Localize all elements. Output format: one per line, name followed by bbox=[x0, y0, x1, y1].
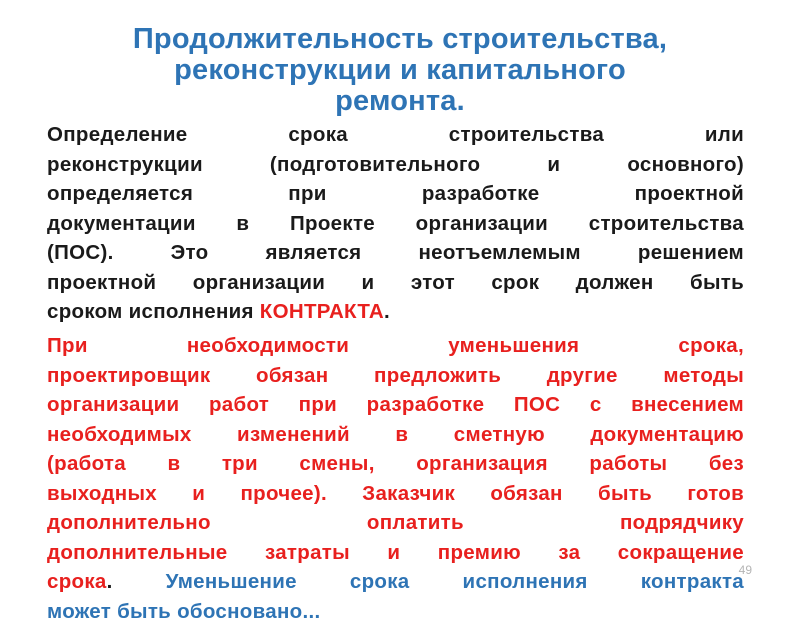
title-line-3: ремонта. bbox=[335, 85, 465, 117]
paragraph2-last-dot: . bbox=[106, 570, 166, 593]
paragraph1-line-7 bbox=[47, 297, 744, 327]
paragraph-duration-definition bbox=[47, 120, 744, 327]
title-line-1: Продолжительность строительства, bbox=[132, 23, 668, 55]
paragraph1-line-4: документации в Проекте организации строительства bbox=[47, 211, 744, 235]
paragraph1-line-6: проектной организации и этот срок должен быть bbox=[47, 270, 744, 294]
paragraph2-last-red: срока bbox=[47, 570, 107, 593]
page-number: 49 bbox=[738, 563, 752, 577]
paragraph2-line-7: дополнительно оплатить подрядчику bbox=[47, 511, 744, 534]
paragraph2-last-blue: Уменьшение срока исполнения контракта bbox=[165, 570, 745, 593]
paragraph2-line-6: выходных и прочее). Заказчик обязан быть готов bbox=[47, 481, 744, 505]
paragraph1-line-1: Определение срока строительства или bbox=[47, 123, 744, 146]
title-line-2: реконструкции и капитального bbox=[174, 54, 626, 86]
paragraph2-line-5: (работа в три смены, организация работы без bbox=[47, 452, 744, 475]
contract-highlight: КОНТРАКТА bbox=[259, 300, 385, 323]
paragraph2-cut-line: может быть обосновано... bbox=[47, 599, 321, 623]
paragraph1-line-2: реконструкции (подготовительного и основного) bbox=[47, 152, 744, 176]
paragraph2-line-1: При необходимости уменьшения срока, bbox=[47, 334, 744, 357]
paragraph2-line-4: необходимых изменений в сметную документацию bbox=[47, 422, 744, 446]
paragraph1-line-3: определяется при разработке проектной bbox=[47, 182, 744, 205]
paragraph1-last-prefix: сроком исполнения bbox=[47, 300, 260, 323]
paragraph2-line-9 bbox=[47, 567, 744, 597]
slide-title bbox=[40, 24, 760, 117]
paragraph2-line-3: организации работ при разработке ПОС с внесением bbox=[47, 393, 744, 416]
paragraph2-line-8: дополнительные затраты и премию за сокращение bbox=[47, 540, 744, 564]
paragraph1-line-5: (ПОС). Это является неотъемлемым решением bbox=[47, 241, 744, 264]
paragraph2-line-2: проектировщик обязан предложить другие методы bbox=[47, 363, 744, 387]
paragraph1-last-suffix: . bbox=[384, 300, 391, 323]
